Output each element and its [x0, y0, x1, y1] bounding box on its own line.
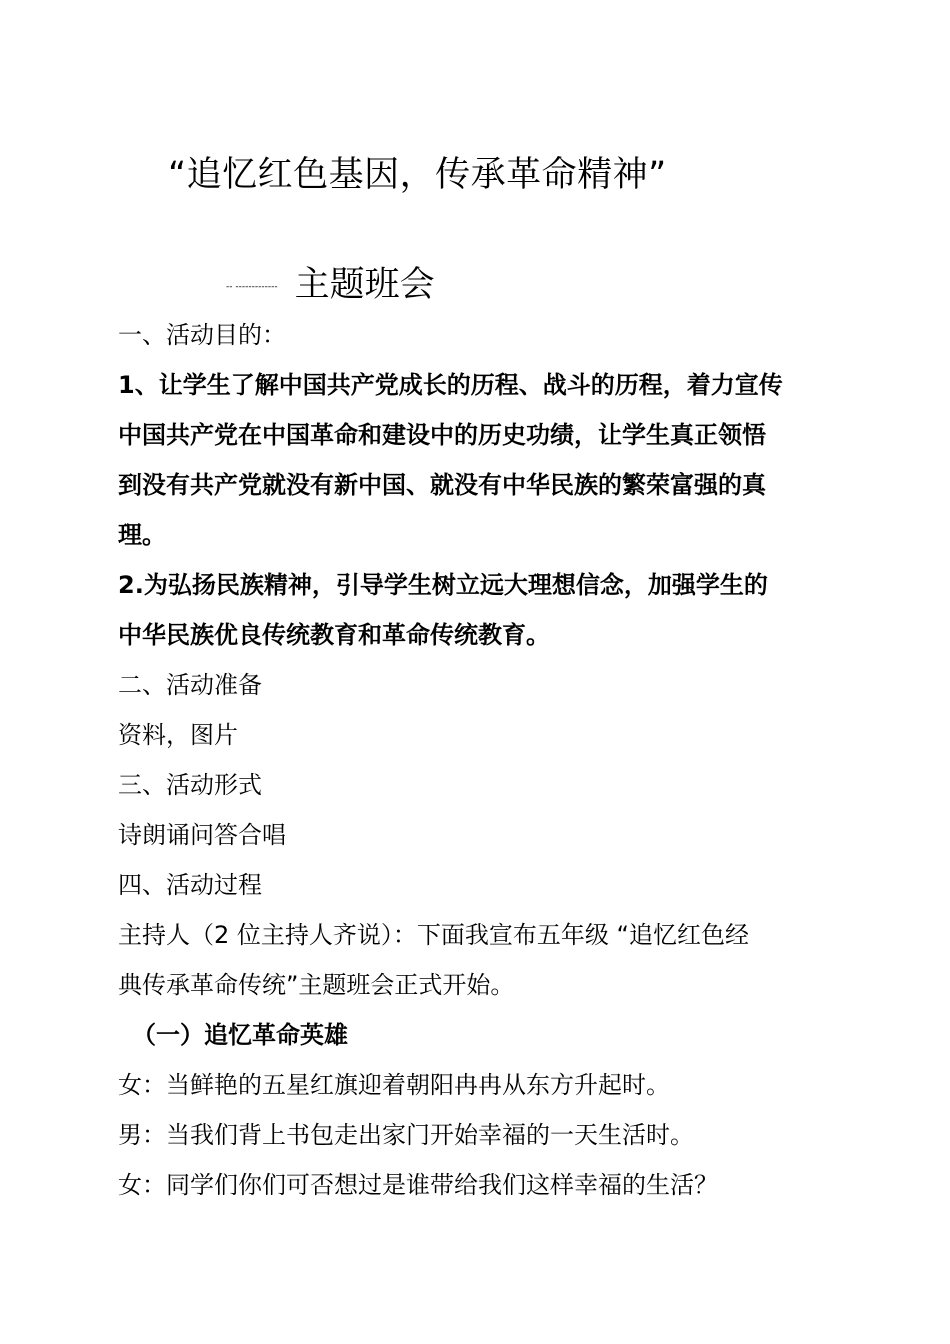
- objective-1-line-3: 到没有共产党就没有新中国、就没有中华民族的繁荣富强的真: [118, 471, 766, 499]
- dialogue-line-1: 女：当鲜艳的五星红旗迎着朝阳冉冉从东方升起时。: [118, 1071, 670, 1099]
- objective-2-line-2: 中华民族优良传统教育和革命传统教育。: [118, 621, 550, 649]
- dialogue-line-3: 女：同学们你们可否想过是谁带给我们这样幸福的生活？: [118, 1171, 718, 1199]
- heading-objectives: 一、活动目的：: [118, 321, 286, 349]
- heading-process: 四、活动过程: [118, 871, 262, 899]
- section-heading-1: （一）追忆革命英雄: [132, 1021, 348, 1049]
- host-line-1: 主持人（2 位主持人齐说）：下面我宣布五年级 “追忆红色经: [118, 921, 749, 949]
- dialogue-line-2: 男：当我们背上书包走出家门开始幸福的一天生活时。: [118, 1121, 694, 1149]
- document-body: [118, 310, 838, 1210]
- objective-1-line-1: 1、让学生了解中国共产党成长的历程、战斗的历程，着力宣传: [118, 371, 783, 399]
- preparation-text: 资料，图片: [118, 721, 238, 749]
- subtitle-row: [226, 260, 435, 310]
- objective-1-line-2: 中国共产党在中国革命和建设中的历史功绩，让学生真正领悟: [118, 421, 766, 449]
- subtitle-dashes: -- -------------: [226, 282, 278, 292]
- objective-1-line-4: 理。: [118, 521, 166, 549]
- host-line-2: 典传承革命传统”主题班会正式开始。: [118, 971, 515, 999]
- document-title: “追忆红色基因，传承革命精神”: [168, 155, 667, 195]
- format-text: 诗朗诵问答合唱: [118, 821, 286, 849]
- objective-2-line-1: 2.为弘扬民族精神，引导学生树立远大理想信念，加强学生的: [118, 571, 768, 599]
- heading-preparation: 二、活动准备: [118, 671, 262, 699]
- heading-format: 三、活动形式: [118, 771, 262, 799]
- document-subtitle: 主题班会: [294, 265, 435, 305]
